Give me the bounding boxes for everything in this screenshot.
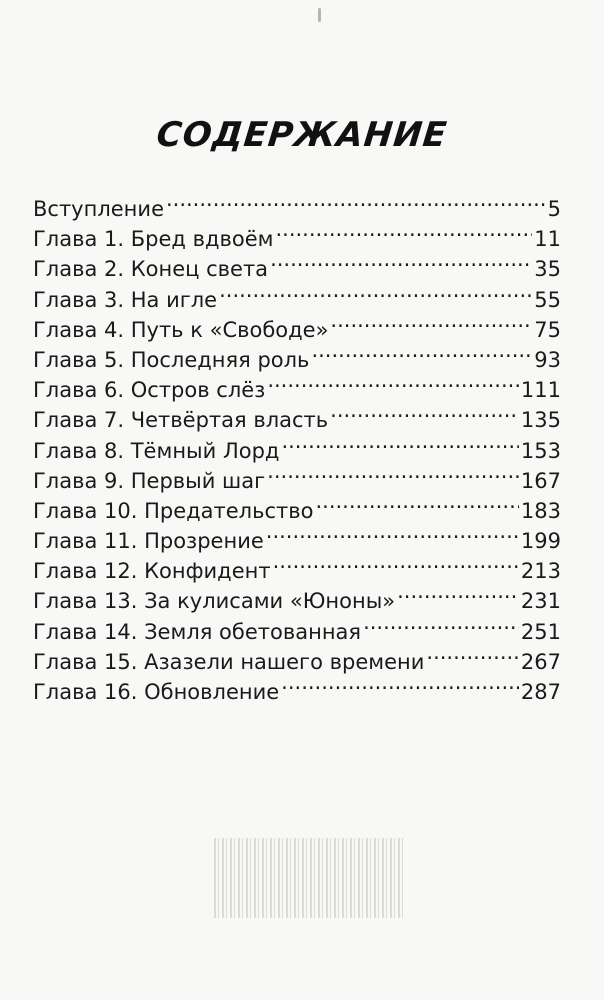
toc-entry-page-number: 251 <box>520 619 561 644</box>
toc-entry-page-number: 267 <box>520 649 561 674</box>
toc-entry-page-number: 75 <box>534 317 561 342</box>
toc-entry-page-number: 135 <box>520 408 561 433</box>
toc-entry-page-number: 111 <box>520 378 561 403</box>
dot-leader <box>273 548 519 578</box>
toc-entry-title: Глава 2. Конец света <box>33 257 269 282</box>
toc-entry-title: Глава 14. Земля обетованная <box>33 619 362 644</box>
toc-entry <box>33 186 561 221</box>
dot-leader <box>426 639 519 669</box>
dot-leader <box>281 669 519 699</box>
ink-speck <box>318 8 321 22</box>
toc-entry-title: Глава 7. Четвёртая власть <box>33 408 329 433</box>
toc-entry-page-number: 55 <box>534 287 561 312</box>
toc-entry-page-number: 167 <box>520 468 561 493</box>
toc-entry-page-number: 287 <box>520 680 561 704</box>
toc-entry-title: Вступление <box>33 197 164 221</box>
dot-leader <box>219 277 532 307</box>
table-of-contents <box>33 186 561 704</box>
toc-entry-title: Глава 16. Обновление <box>33 680 280 704</box>
dot-leader <box>270 246 532 276</box>
dot-leader <box>267 458 519 488</box>
dot-leader <box>281 428 518 458</box>
dot-leader <box>267 367 519 397</box>
toc-entry-title: Глава 5. Последняя роль <box>33 347 310 372</box>
dot-leader <box>363 609 519 639</box>
toc-entry-page-number: 11 <box>534 227 561 252</box>
toc-entry-title: Глава 3. На игле <box>33 287 218 312</box>
dot-leader <box>330 397 519 427</box>
dot-leader <box>397 578 519 608</box>
toc-entry-page-number: 183 <box>520 498 561 523</box>
dot-leader <box>275 216 532 246</box>
toc-entry-page-number: 213 <box>520 559 561 584</box>
toc-entry-page-number: 35 <box>534 257 561 282</box>
toc-entry-title: Глава 1. Бред вдвоём <box>33 227 274 252</box>
dot-leader <box>315 488 518 518</box>
toc-entry-page-number: 231 <box>520 589 561 614</box>
toc-entry-page-number: 93 <box>534 347 561 372</box>
toc-entry-title: Глава 6. Остров слёз <box>33 378 266 403</box>
toc-entry-page-number: 153 <box>520 438 561 463</box>
toc-entry-page-number: 199 <box>520 529 561 554</box>
dot-leader <box>166 186 546 216</box>
toc-entry-title: Глава 12. Конфидент <box>33 559 271 584</box>
toc-entry-title: Глава 13. За кулисами «Юноны» <box>33 589 396 614</box>
toc-entry-title: Глава 9. Первый шаг <box>33 468 266 493</box>
dot-leader <box>311 337 532 367</box>
toc-entry-title: Глава 11. Прозрение <box>33 529 264 554</box>
dot-leader <box>330 307 532 337</box>
page-title: СОДЕРЖАНИЕ <box>154 114 450 155</box>
toc-entry-title: Глава 8. Тёмный Лорд <box>33 438 280 463</box>
barcode-bleed-through <box>214 838 404 918</box>
toc-entry-title: Глава 10. Предательство <box>33 498 314 523</box>
toc-entry-page-number: 5 <box>547 197 561 221</box>
toc-entry-title: Глава 4. Путь к «Свободе» <box>33 317 329 342</box>
toc-entry-title: Глава 15. Азазели нашего времени <box>33 649 425 674</box>
dot-leader <box>266 518 519 548</box>
